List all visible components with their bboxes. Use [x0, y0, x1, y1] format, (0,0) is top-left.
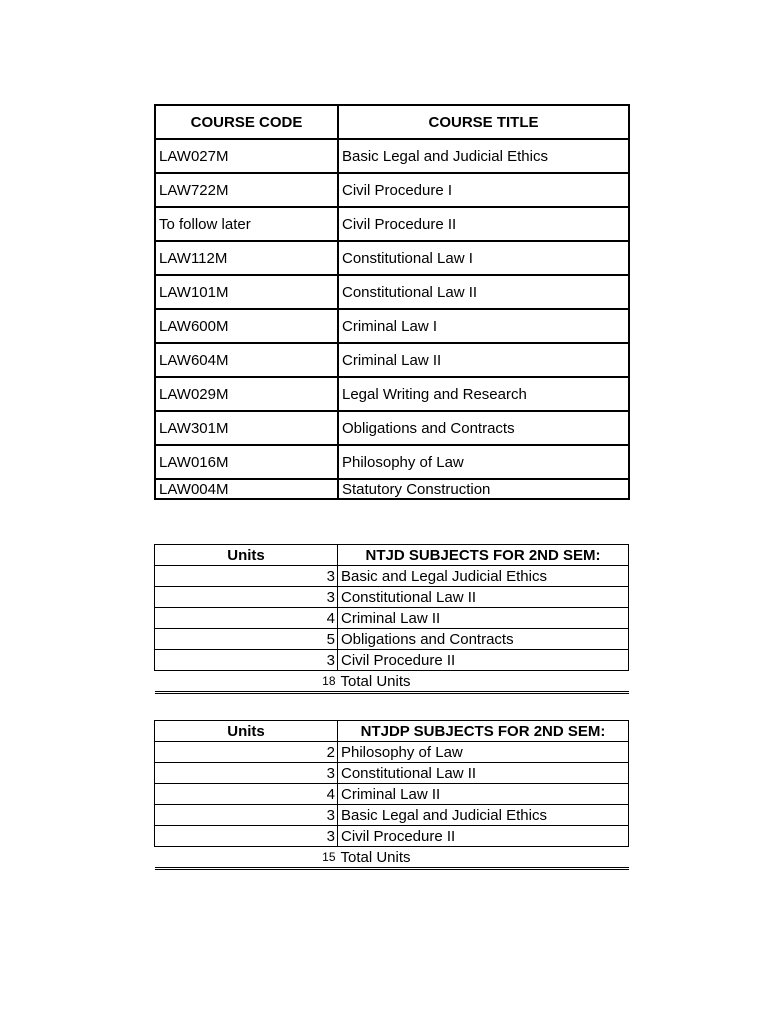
course-title: Criminal Law I	[338, 309, 629, 343]
course-title: Constitutional Law I	[338, 241, 629, 275]
course-code: LAW600M	[155, 309, 338, 343]
units-value: 4	[155, 784, 338, 805]
table-row	[155, 309, 629, 343]
course-list-table	[154, 104, 630, 500]
table-row	[155, 763, 629, 784]
subject-name: Constitutional Law II	[338, 587, 629, 608]
table-row	[155, 587, 629, 608]
table-row	[155, 343, 629, 377]
double-underline	[155, 693, 629, 695]
course-title: Criminal Law II	[338, 343, 629, 377]
course-code-header: COURSE CODE	[155, 105, 338, 139]
units-value: 3	[155, 566, 338, 587]
course-title: Civil Procedure I	[338, 173, 629, 207]
subject-name: Civil Procedure II	[338, 826, 629, 847]
ntjdp-units-table	[154, 720, 629, 870]
course-title: Philosophy of Law	[338, 445, 629, 479]
course-title: Statutory Construction	[338, 479, 629, 499]
course-code: LAW101M	[155, 275, 338, 309]
units-value: 3	[155, 650, 338, 671]
course-code: LAW604M	[155, 343, 338, 377]
table-row	[155, 139, 629, 173]
course-title: Basic Legal and Judicial Ethics	[338, 139, 629, 173]
table-row	[155, 629, 629, 650]
course-code: LAW301M	[155, 411, 338, 445]
table-header-row	[155, 545, 629, 566]
course-title: Civil Procedure II	[338, 207, 629, 241]
course-code: LAW016M	[155, 445, 338, 479]
table-row	[155, 826, 629, 847]
total-units-label: Total Units	[338, 847, 629, 869]
table-row	[155, 805, 629, 826]
table-row	[155, 207, 629, 241]
table-row	[155, 742, 629, 763]
table-row	[155, 650, 629, 671]
ntjd-units-table	[154, 544, 629, 694]
table-row	[155, 566, 629, 587]
subject-name: Basic Legal and Judicial Ethics	[338, 805, 629, 826]
double-underline	[155, 869, 629, 871]
units-value: 3	[155, 826, 338, 847]
total-units-label: Total Units	[338, 671, 629, 693]
total-units-value: 15	[155, 847, 338, 869]
total-units-value: 18	[155, 671, 338, 693]
subject-name: Philosophy of Law	[338, 742, 629, 763]
table-row	[155, 241, 629, 275]
table-row	[155, 445, 629, 479]
table-header-row	[155, 105, 629, 139]
course-code: LAW004M	[155, 479, 338, 499]
subject-name: Civil Procedure II	[338, 650, 629, 671]
course-code: LAW029M	[155, 377, 338, 411]
table-row	[155, 608, 629, 629]
course-title: Obligations and Contracts	[338, 411, 629, 445]
units-value: 3	[155, 587, 338, 608]
subject-name: Criminal Law II	[338, 784, 629, 805]
subject-name: Constitutional Law II	[338, 763, 629, 784]
units-value: 4	[155, 608, 338, 629]
table-header-row	[155, 721, 629, 742]
table-row	[155, 411, 629, 445]
units-value: 3	[155, 805, 338, 826]
course-code: To follow later	[155, 207, 338, 241]
subjects-header: NTJDP SUBJECTS FOR 2ND SEM:	[338, 721, 629, 742]
total-row	[155, 847, 629, 869]
course-code: LAW112M	[155, 241, 338, 275]
subject-name: Basic and Legal Judicial Ethics	[338, 566, 629, 587]
course-code: LAW722M	[155, 173, 338, 207]
table-row	[155, 479, 629, 499]
subject-name: Obligations and Contracts	[338, 629, 629, 650]
units-value: 5	[155, 629, 338, 650]
table-row	[155, 173, 629, 207]
total-row	[155, 671, 629, 693]
units-value: 3	[155, 763, 338, 784]
units-header: Units	[155, 721, 338, 742]
course-title: Legal Writing and Research	[338, 377, 629, 411]
course-title-header: COURSE TITLE	[338, 105, 629, 139]
subjects-header: NTJD SUBJECTS FOR 2ND SEM:	[338, 545, 629, 566]
units-header: Units	[155, 545, 338, 566]
table-row	[155, 784, 629, 805]
subject-name: Criminal Law II	[338, 608, 629, 629]
table-row	[155, 377, 629, 411]
units-value: 2	[155, 742, 338, 763]
table-row	[155, 275, 629, 309]
course-title: Constitutional Law II	[338, 275, 629, 309]
course-code: LAW027M	[155, 139, 338, 173]
